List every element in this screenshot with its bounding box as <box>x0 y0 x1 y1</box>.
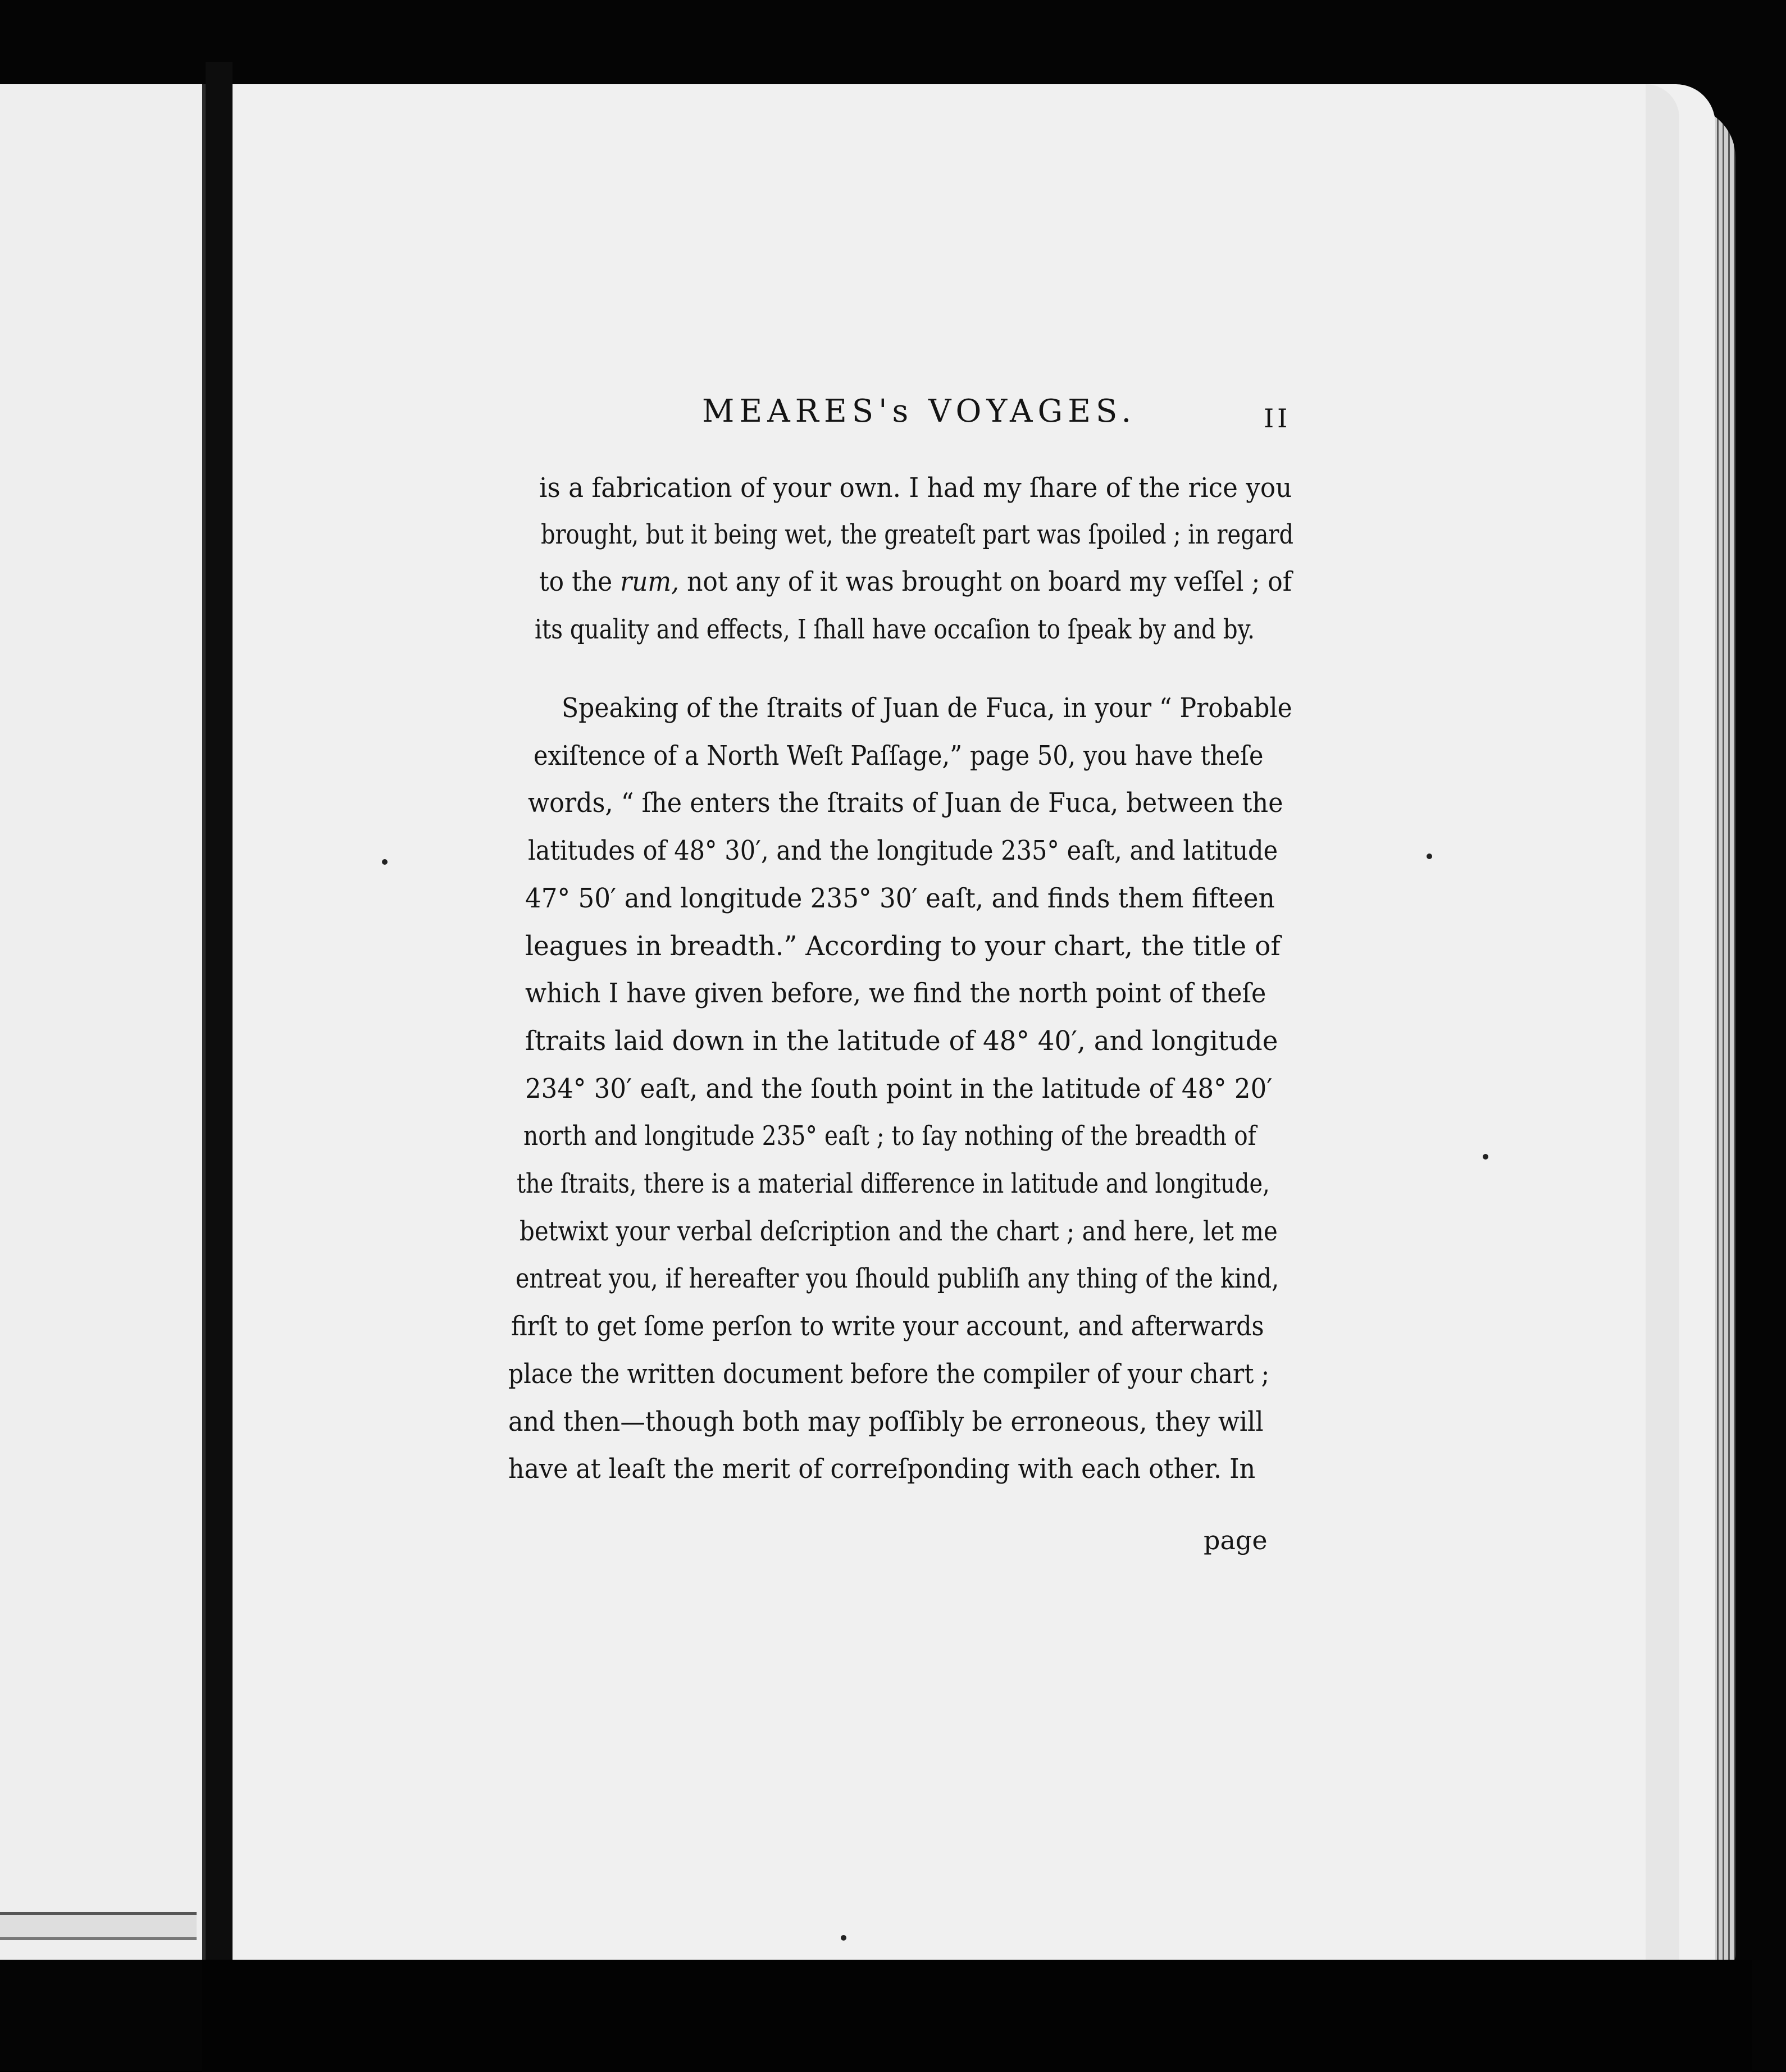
ink-speck <box>1427 854 1432 859</box>
text-line: firſt to get ſome perſon to write your account, and afterwards <box>511 1311 1264 1342</box>
text-line <box>541 521 1293 548</box>
text-line: 47° 50′ and longitude 235° 30′ eaſt, and finds them fifteen <box>525 883 1275 914</box>
page-fore-edge <box>1646 84 1679 1960</box>
text-run: its quality and effects, I ſhall have occaſion to ſpeak by and by. <box>535 614 1255 645</box>
running-title <box>702 393 1136 430</box>
running-title-rest: VOYAGES. <box>928 393 1137 430</box>
text-line: place the written document before the compiler of your chart ; <box>508 1358 1270 1390</box>
catchword: page <box>1204 1525 1268 1555</box>
current-page <box>233 84 1715 1960</box>
text-line: Speaking of the ſtraits of Juan de Fuca, in your “ Probable <box>562 692 1292 724</box>
text-run: is a fabrication of your own. I had my ſhare of the rice you <box>539 472 1292 504</box>
previous-page-edges <box>0 1912 197 1940</box>
text-line: have at leaſt the merit of correſponding with each other. In <box>508 1453 1256 1485</box>
text-line: exiſtence of a North Weſt Paſſage,” page 50, you have theſe <box>534 740 1264 772</box>
text-line: ſtraits laid down in the latitude of 48° 40′, and longitude <box>525 1025 1278 1057</box>
book-gutter <box>206 62 233 1971</box>
text-line: leagues in breadth.” According to your chart, the title of <box>525 930 1281 962</box>
text-line <box>539 472 1292 504</box>
text-line: north and longitude 235° eaſt ; to ſay nothing of the breadth of <box>523 1120 1256 1152</box>
text-run: rum, <box>620 566 680 597</box>
text-line <box>539 568 1292 595</box>
ink-speck <box>382 859 388 865</box>
text-line: entreat you, if hereafter you ſhould publiſh any thing of the kind, <box>516 1263 1279 1294</box>
text-run: brought, but it being wet, the greateſt part was ſpoiled ; in regard <box>541 519 1293 550</box>
page-number: II <box>1264 403 1291 433</box>
text-line: and then—though both may poſſibly be erroneous, they will <box>508 1406 1264 1437</box>
text-line: betwixt your verbal deſcription and the chart ; and here, let me <box>520 1216 1278 1247</box>
text-line: words, “ ſhe enters the ſtraits of Juan de Fuca, between the <box>528 787 1283 819</box>
ink-speck <box>841 1935 846 1941</box>
running-title-main: MEARES's <box>702 393 914 430</box>
text-line: latitudes of 48° 30′, and the longitude 235° eaſt, and latitude <box>528 835 1278 866</box>
text-line: the ſtraits, there is a material difference in latitude and longitude, <box>517 1168 1270 1199</box>
text-line: 234° 30′ eaſt, and the ſouth point in the latitude of 48° 20′ <box>525 1073 1273 1105</box>
text-line: which I have given before, we find the north point of theſe <box>525 978 1266 1009</box>
scan-bottom-shadow <box>202 1960 1752 2072</box>
ink-speck <box>1483 1154 1488 1160</box>
text-run: to the <box>539 566 621 597</box>
text-line <box>535 616 1255 643</box>
previous-page <box>0 84 206 1960</box>
text-run: not any of it was brought on board my veſſel ; of <box>679 566 1292 597</box>
